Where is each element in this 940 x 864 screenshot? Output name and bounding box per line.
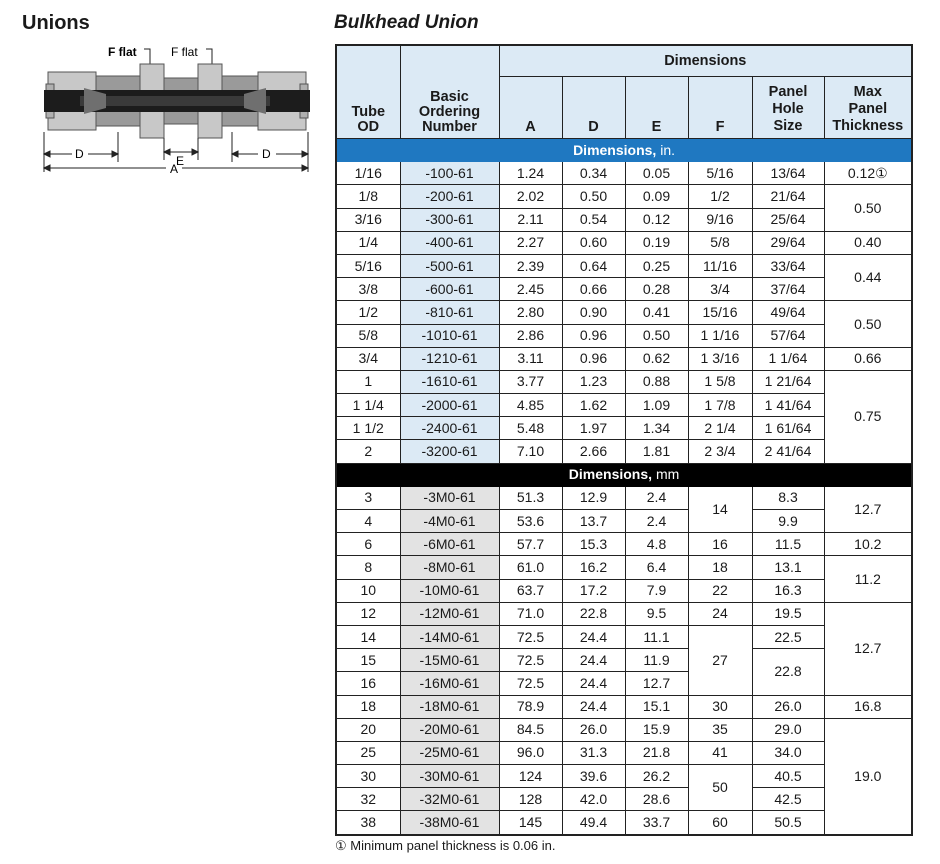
panel-hole-size: 1 1/64 xyxy=(752,347,824,370)
ordering-number: -100-61 xyxy=(400,162,499,185)
f-flat-left-leader xyxy=(144,49,150,66)
inch-section xyxy=(336,139,912,464)
ordering-number: -12M0-61 xyxy=(400,602,499,625)
dim-e: 0.28 xyxy=(625,278,688,301)
ordering-number: -1610-61 xyxy=(400,370,499,393)
bulkhead-union-drawing xyxy=(40,44,310,176)
dim-d: 49.4 xyxy=(562,811,625,835)
ordering-number: -25M0-61 xyxy=(400,741,499,764)
max-panel-thickness: 0.40 xyxy=(824,231,912,254)
ordering-number: -32M0-61 xyxy=(400,788,499,811)
dim-d: 24.4 xyxy=(562,672,625,695)
tube-od: 1/8 xyxy=(336,185,400,208)
table-row xyxy=(336,370,912,393)
dim-d: 0.96 xyxy=(562,324,625,347)
tube-od: 1/4 xyxy=(336,231,400,254)
table-row xyxy=(336,486,912,509)
max-panel-thickness: 12.7 xyxy=(824,602,912,695)
dim-a: 2.80 xyxy=(499,301,562,324)
dim-e: 7.9 xyxy=(625,579,688,602)
panel-hole-size: 25/64 xyxy=(752,208,824,231)
panel-hole-size: 42.5 xyxy=(752,788,824,811)
dim-d: 0.60 xyxy=(562,231,625,254)
ordering-number: -4M0-61 xyxy=(400,510,499,533)
max-panel-thickness: 0.50 xyxy=(824,301,912,347)
dim-e: 0.12 xyxy=(625,208,688,231)
dim-f: 1 3/16 xyxy=(688,347,752,370)
dim-a: 1.24 xyxy=(499,162,562,185)
dim-e: 1.34 xyxy=(625,417,688,440)
dim-a: 3.77 xyxy=(499,370,562,393)
dim-a: 84.5 xyxy=(499,718,562,741)
ordering-number: -1210-61 xyxy=(400,347,499,370)
dim-f: 50 xyxy=(688,765,752,811)
ordering-number: -18M0-61 xyxy=(400,695,499,718)
tube-od: 1 1/4 xyxy=(336,394,400,417)
mm-band-row xyxy=(336,463,912,486)
table-row xyxy=(336,301,912,324)
dim-f: 5/16 xyxy=(688,162,752,185)
ordering-number: -3200-61 xyxy=(400,440,499,463)
ordering-number: -8M0-61 xyxy=(400,556,499,579)
table-row xyxy=(336,533,912,556)
dim-e: 12.7 xyxy=(625,672,688,695)
dim-a: 61.0 xyxy=(499,556,562,579)
header-tube-od: Tube OD xyxy=(336,45,400,139)
table-row xyxy=(336,162,912,185)
ordering-number: -15M0-61 xyxy=(400,649,499,672)
tube-od: 16 xyxy=(336,672,400,695)
dim-e: 0.50 xyxy=(625,324,688,347)
dim-d: 15.3 xyxy=(562,533,625,556)
dim-a: 71.0 xyxy=(499,602,562,625)
dim-f: 15/16 xyxy=(688,301,752,324)
dim-f: 24 xyxy=(688,602,752,625)
dim-d: 12.9 xyxy=(562,486,625,509)
dim-d: 17.2 xyxy=(562,579,625,602)
panel-hole-size: 1 41/64 xyxy=(752,394,824,417)
ordering-number: -10M0-61 xyxy=(400,579,499,602)
footnote: ① Minimum panel thickness is 0.06 in. xyxy=(335,838,556,853)
max-panel-thickness: 0.44 xyxy=(824,254,912,300)
panel-hole-size: 33/64 xyxy=(752,254,824,277)
dim-a: 78.9 xyxy=(499,695,562,718)
tube-od: 2 xyxy=(336,440,400,463)
panel-hole-size: 21/64 xyxy=(752,185,824,208)
dim-d: 0.90 xyxy=(562,301,625,324)
tube-od: 10 xyxy=(336,579,400,602)
ordering-number: -1010-61 xyxy=(400,324,499,347)
dim-a: 72.5 xyxy=(499,672,562,695)
tube-od: 32 xyxy=(336,788,400,811)
panel-hole-size: 29/64 xyxy=(752,231,824,254)
dim-f: 1 7/8 xyxy=(688,394,752,417)
dim-d: 13.7 xyxy=(562,510,625,533)
inch-band-row xyxy=(336,139,912,162)
dim-f: 9/16 xyxy=(688,208,752,231)
dim-e: 4.8 xyxy=(625,533,688,556)
dim-d: 0.50 xyxy=(562,185,625,208)
header-ordering-number: Basic Ordering Number xyxy=(400,45,499,139)
dim-d: 31.3 xyxy=(562,741,625,764)
dim-f: 18 xyxy=(688,556,752,579)
dim-a: 2.11 xyxy=(499,208,562,231)
dim-d: 39.6 xyxy=(562,765,625,788)
dim-a: 96.0 xyxy=(499,741,562,764)
f-flat-right-leader xyxy=(206,49,212,66)
max-panel-thickness: 0.66 xyxy=(824,347,912,370)
dim-a: 2.39 xyxy=(499,254,562,277)
dim-e: 0.88 xyxy=(625,370,688,393)
dim-a: 72.5 xyxy=(499,649,562,672)
dim-d: 24.4 xyxy=(562,649,625,672)
max-panel-thickness: 16.8 xyxy=(824,695,912,718)
dim-a: 51.3 xyxy=(499,486,562,509)
tube-od: 6 xyxy=(336,533,400,556)
dim-e: 1.81 xyxy=(625,440,688,463)
dim-d: 26.0 xyxy=(562,718,625,741)
section-title: Unions xyxy=(22,12,90,34)
dim-f: 2 1/4 xyxy=(688,417,752,440)
dim-f: 60 xyxy=(688,811,752,835)
dim-d: 24.4 xyxy=(562,695,625,718)
header-d: D xyxy=(562,77,625,139)
ordering-number: -2400-61 xyxy=(400,417,499,440)
dim-d: 1.62 xyxy=(562,394,625,417)
dim-a: 145 xyxy=(499,811,562,835)
tube-od: 4 xyxy=(336,510,400,533)
max-panel-thickness: 11.2 xyxy=(824,556,912,602)
table-row xyxy=(336,718,912,741)
tube-od: 14 xyxy=(336,625,400,648)
dim-e-label: E xyxy=(176,154,185,168)
dim-a: 124 xyxy=(499,765,562,788)
dim-d: 0.66 xyxy=(562,278,625,301)
dim-a: 4.85 xyxy=(499,394,562,417)
header-panel-hole-size: Panel Hole Size xyxy=(752,77,824,139)
dim-e: 2.4 xyxy=(625,486,688,509)
panel-hole-size: 29.0 xyxy=(752,718,824,741)
panel-hole-size: 49/64 xyxy=(752,301,824,324)
panel-hole-size: 34.0 xyxy=(752,741,824,764)
dim-a: 2.27 xyxy=(499,231,562,254)
tube-od: 38 xyxy=(336,811,400,835)
max-panel-thickness: 19.0 xyxy=(824,718,912,834)
dim-e: 0.09 xyxy=(625,185,688,208)
panel-hole-size: 8.3 xyxy=(752,486,824,509)
ordering-number: -2000-61 xyxy=(400,394,499,417)
dim-f: 1 1/16 xyxy=(688,324,752,347)
dim-f: 1/2 xyxy=(688,185,752,208)
dim-e: 0.05 xyxy=(625,162,688,185)
dim-d: 42.0 xyxy=(562,788,625,811)
table-row xyxy=(336,347,912,370)
ordering-number: -6M0-61 xyxy=(400,533,499,556)
panel-hole-size: 19.5 xyxy=(752,602,824,625)
panel-hole-size: 26.0 xyxy=(752,695,824,718)
max-panel-thickness: 10.2 xyxy=(824,533,912,556)
ordering-number: -300-61 xyxy=(400,208,499,231)
dim-f: 11/16 xyxy=(688,254,752,277)
dim-f: 3/4 xyxy=(688,278,752,301)
dim-d: 22.8 xyxy=(562,602,625,625)
panel-hole-size: 1 21/64 xyxy=(752,370,824,393)
panel-hole-size: 50.5 xyxy=(752,811,824,835)
dim-f: 22 xyxy=(688,579,752,602)
ordering-number: -600-61 xyxy=(400,278,499,301)
dim-d: 0.54 xyxy=(562,208,625,231)
dim-a: 5.48 xyxy=(499,417,562,440)
ordering-number: -30M0-61 xyxy=(400,765,499,788)
tube-od: 8 xyxy=(336,556,400,579)
dim-e: 21.8 xyxy=(625,741,688,764)
dim-d-left-label: D xyxy=(75,147,84,161)
dim-d: 1.97 xyxy=(562,417,625,440)
dim-f: 5/8 xyxy=(688,231,752,254)
dim-a: 72.5 xyxy=(499,625,562,648)
dim-e: 2.4 xyxy=(625,510,688,533)
dim-d: 16.2 xyxy=(562,556,625,579)
dim-f: 2 3/4 xyxy=(688,440,752,463)
dim-e: 0.41 xyxy=(625,301,688,324)
header-max-panel-thickness: Max Panel Thickness xyxy=(824,77,912,139)
ordering-number: -500-61 xyxy=(400,254,499,277)
tube-od: 3 xyxy=(336,486,400,509)
header-a: A xyxy=(499,77,562,139)
panel-hole-size: 40.5 xyxy=(752,765,824,788)
dim-d: 24.4 xyxy=(562,625,625,648)
dim-f: 16 xyxy=(688,533,752,556)
dim-f: 35 xyxy=(688,718,752,741)
tube-od: 30 xyxy=(336,765,400,788)
tube-od: 3/4 xyxy=(336,347,400,370)
ordering-number: -20M0-61 xyxy=(400,718,499,741)
dim-e: 11.1 xyxy=(625,625,688,648)
dim-e: 9.5 xyxy=(625,602,688,625)
tube-od: 5/8 xyxy=(336,324,400,347)
dim-a: 57.7 xyxy=(499,533,562,556)
ordering-number: -3M0-61 xyxy=(400,486,499,509)
dim-d-right-label: D xyxy=(262,147,271,161)
header-f: F xyxy=(688,77,752,139)
tube-od: 1 xyxy=(336,370,400,393)
mm-section xyxy=(336,463,912,835)
max-panel-thickness: 0.75 xyxy=(824,370,912,463)
table-row xyxy=(336,254,912,277)
tube-od: 25 xyxy=(336,741,400,764)
panel-hole-size: 57/64 xyxy=(752,324,824,347)
dim-f: 41 xyxy=(688,741,752,764)
dim-d: 0.96 xyxy=(562,347,625,370)
tube-od: 12 xyxy=(336,602,400,625)
tube-od: 18 xyxy=(336,695,400,718)
panel-hole-size: 16.3 xyxy=(752,579,824,602)
dim-a: 7.10 xyxy=(499,440,562,463)
panel-hole-size: 9.9 xyxy=(752,510,824,533)
dim-e: 11.9 xyxy=(625,649,688,672)
dim-e: 28.6 xyxy=(625,788,688,811)
panel-hole-size: 13/64 xyxy=(752,162,824,185)
table-row xyxy=(336,556,912,579)
ordering-number: -14M0-61 xyxy=(400,625,499,648)
tube-od: 3/16 xyxy=(336,208,400,231)
table-title: Bulkhead Union xyxy=(334,12,479,33)
dim-a: 3.11 xyxy=(499,347,562,370)
dim-a: 2.02 xyxy=(499,185,562,208)
ordering-number: -810-61 xyxy=(400,301,499,324)
f-flat-left-label: F flat xyxy=(108,45,137,59)
f-flat-right-label: F flat xyxy=(171,45,198,59)
dim-a: 53.6 xyxy=(499,510,562,533)
dim-d: 0.34 xyxy=(562,162,625,185)
dim-e: 0.25 xyxy=(625,254,688,277)
tube-highlight xyxy=(80,96,270,106)
tube-od: 3/8 xyxy=(336,278,400,301)
tube-od: 1/16 xyxy=(336,162,400,185)
panel-hole-size: 22.5 xyxy=(752,625,824,648)
dim-e: 1.09 xyxy=(625,394,688,417)
dim-f: 1 5/8 xyxy=(688,370,752,393)
panel-hole-size: 2 41/64 xyxy=(752,440,824,463)
ordering-number: -400-61 xyxy=(400,231,499,254)
dim-a: 128 xyxy=(499,788,562,811)
panel-hole-size: 13.1 xyxy=(752,556,824,579)
table-row xyxy=(336,695,912,718)
table-row xyxy=(336,602,912,625)
max-panel-thickness: 12.7 xyxy=(824,486,912,532)
dim-d: 0.64 xyxy=(562,254,625,277)
header-dimensions: Dimensions xyxy=(499,45,912,77)
tube-od: 1/2 xyxy=(336,301,400,324)
dim-e: 15.9 xyxy=(625,718,688,741)
dim-f: 27 xyxy=(688,625,752,695)
max-panel-thickness: 0.50 xyxy=(824,185,912,231)
dim-e: 0.19 xyxy=(625,231,688,254)
dim-e: 15.1 xyxy=(625,695,688,718)
dim-e: 33.7 xyxy=(625,811,688,835)
inch-band: Dimensions, in. xyxy=(336,139,912,162)
dim-d: 2.66 xyxy=(562,440,625,463)
dim-e: 0.62 xyxy=(625,347,688,370)
mm-band: Dimensions, mm xyxy=(336,463,912,486)
dim-e: 6.4 xyxy=(625,556,688,579)
dim-a: 63.7 xyxy=(499,579,562,602)
dim-a-label: A xyxy=(170,162,179,176)
table-row xyxy=(336,231,912,254)
header-e: E xyxy=(625,77,688,139)
dim-f: 14 xyxy=(688,486,752,532)
panel-hole-size: 37/64 xyxy=(752,278,824,301)
max-panel-thickness: 0.12① xyxy=(824,162,912,185)
panel-hole-size: 1 61/64 xyxy=(752,417,824,440)
dim-a: 2.45 xyxy=(499,278,562,301)
panel-hole-size: 22.8 xyxy=(752,649,824,695)
tube-od: 20 xyxy=(336,718,400,741)
tube-od: 5/16 xyxy=(336,254,400,277)
panel-hole-size: 11.5 xyxy=(752,533,824,556)
table-row xyxy=(336,185,912,208)
dim-a: 2.86 xyxy=(499,324,562,347)
tube-od: 15 xyxy=(336,649,400,672)
bulkhead-union-table xyxy=(335,44,913,836)
ordering-number: -38M0-61 xyxy=(400,811,499,835)
dim-e: 26.2 xyxy=(625,765,688,788)
ordering-number: -16M0-61 xyxy=(400,672,499,695)
dim-f: 30 xyxy=(688,695,752,718)
ordering-number: -200-61 xyxy=(400,185,499,208)
tube-od: 1 1/2 xyxy=(336,417,400,440)
dim-d: 1.23 xyxy=(562,370,625,393)
